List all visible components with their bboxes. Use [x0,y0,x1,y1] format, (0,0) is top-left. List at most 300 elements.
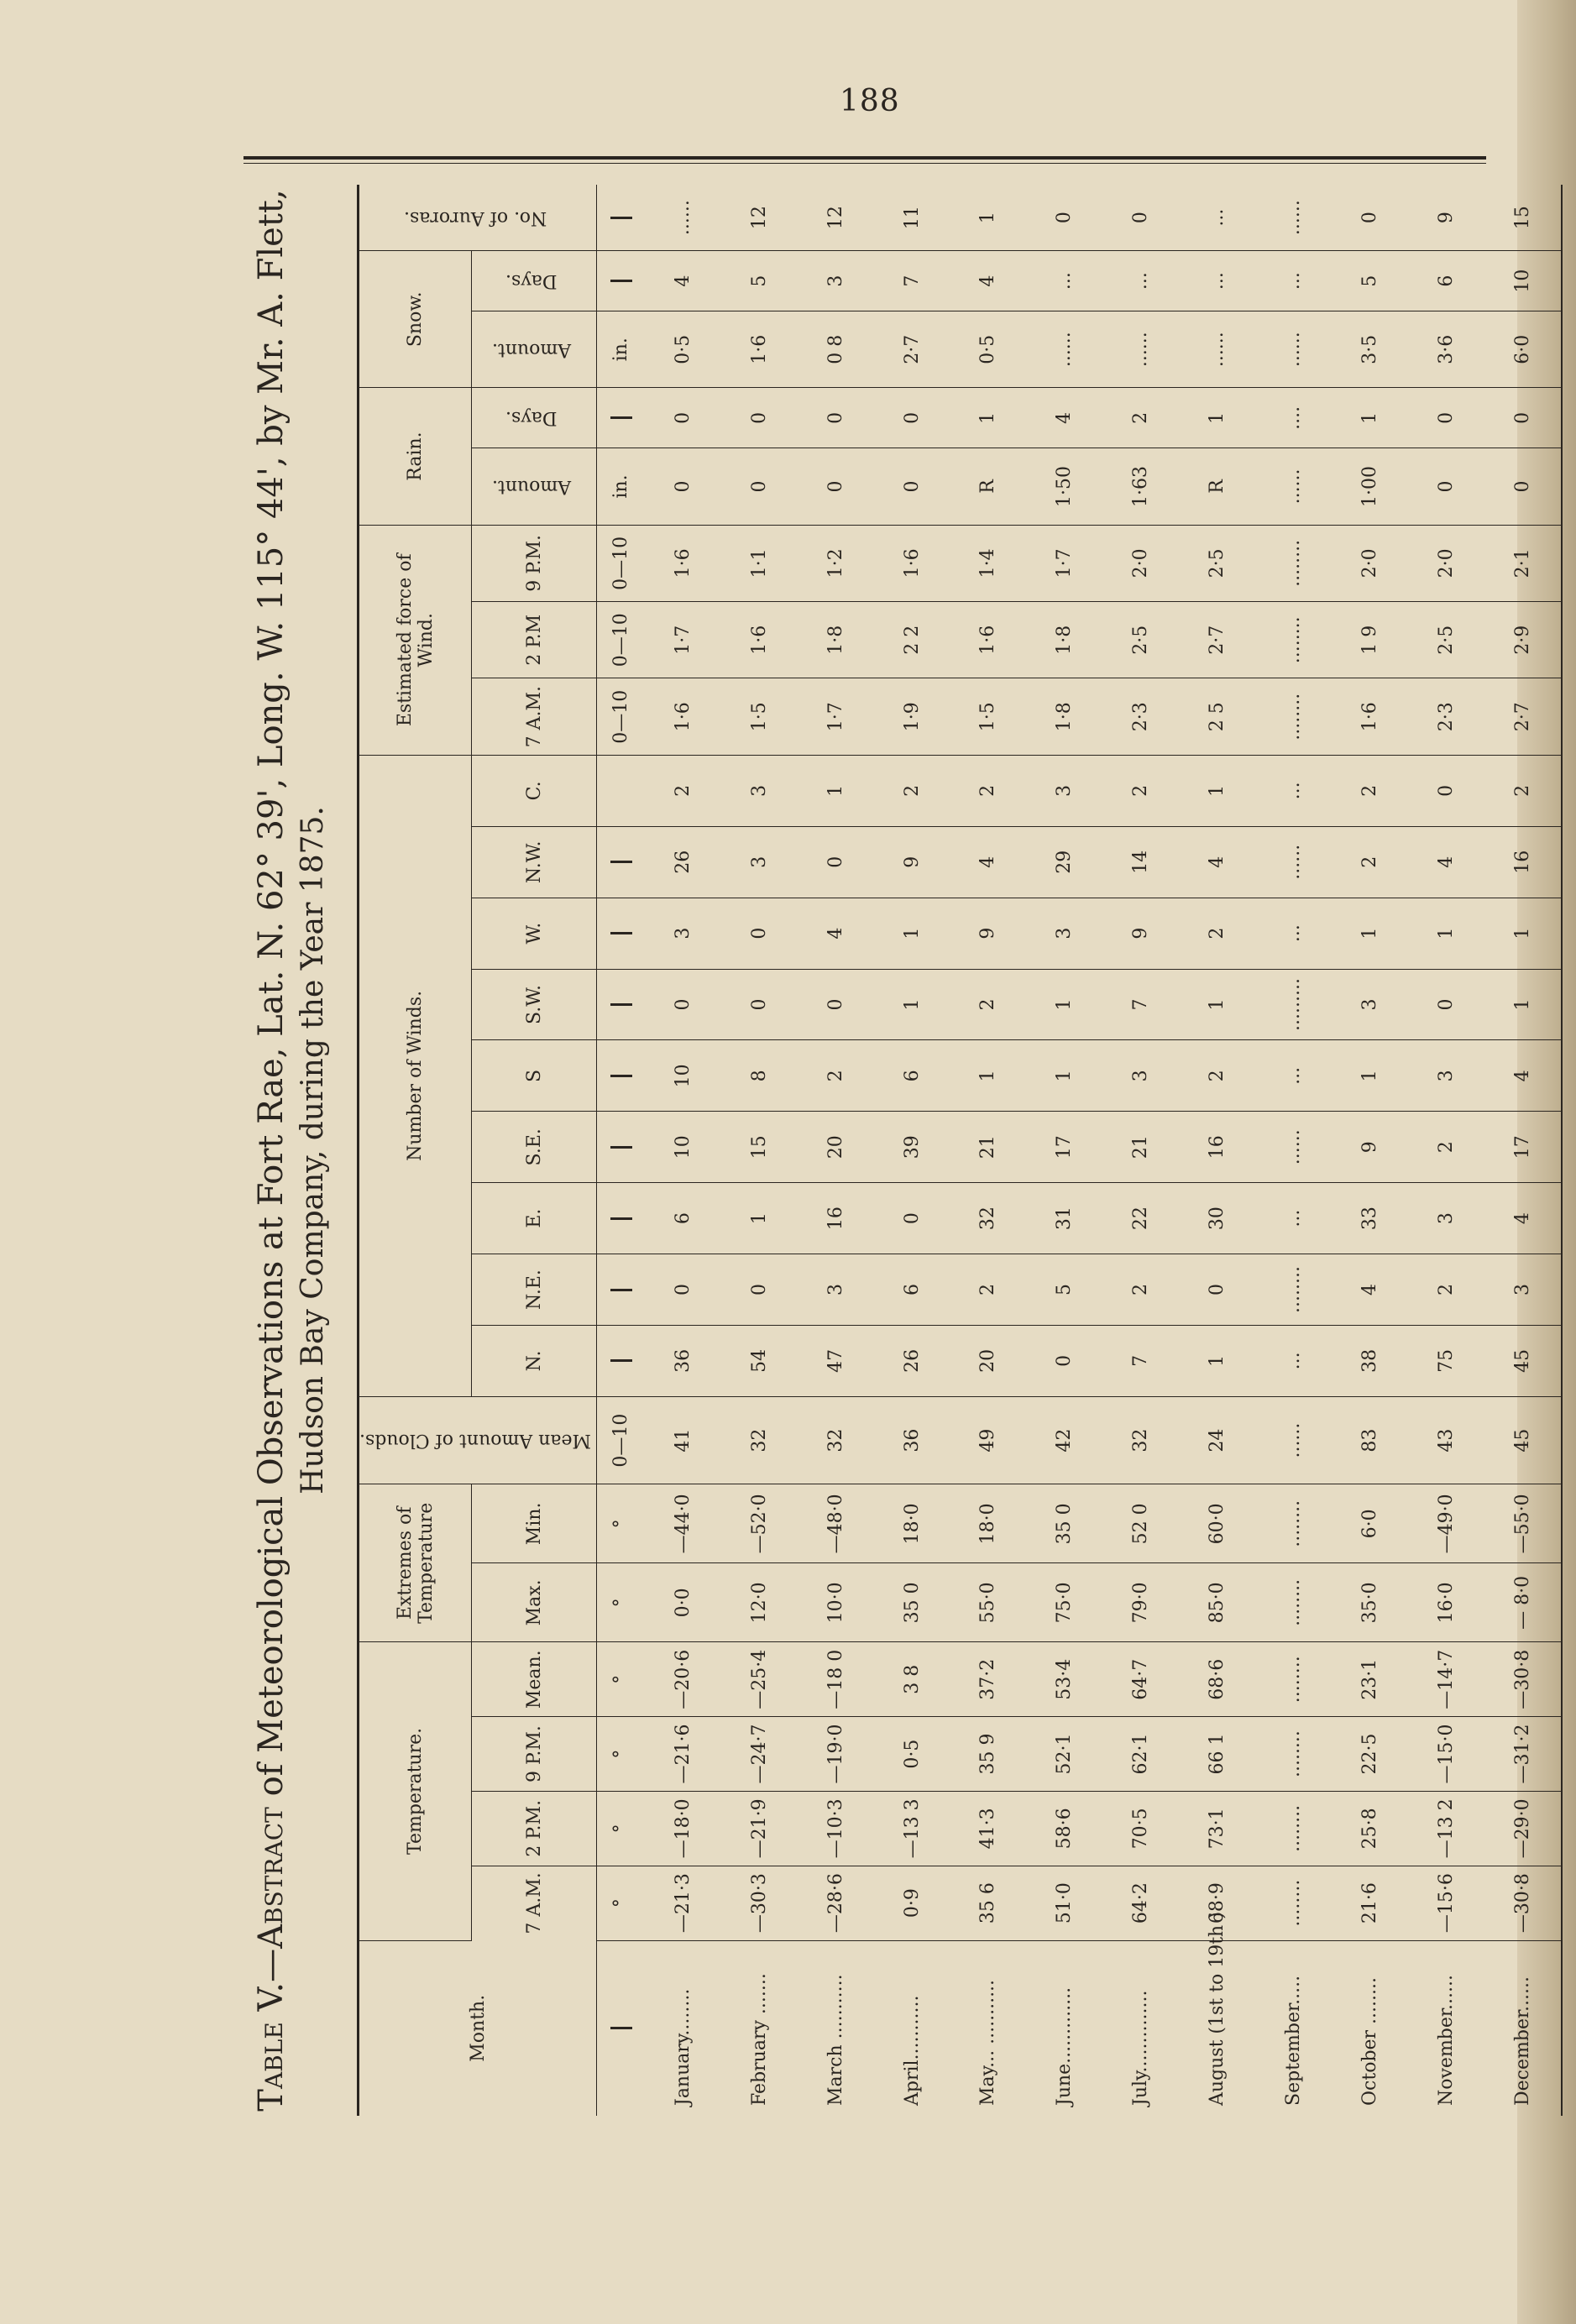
value-cell-w: 4 [798,898,874,969]
value-cell-f7: 2·3 [1102,678,1179,755]
value-cell-t9: 35 9 [950,1717,1026,1792]
value-cell-w: 1 [1332,898,1408,969]
value-cell-w: 3 [645,898,721,969]
value-cell-f2: 1·6 [950,602,1026,678]
value-cell-e: 31 [1026,1183,1102,1254]
extremes-header: Extremes of Temperature [359,1484,472,1642]
unit-cell [597,826,646,898]
value-cell-auroras: 12 [798,185,874,251]
value-cell-t2: ........ [1255,1791,1332,1866]
value-cell-w: ... [1255,898,1332,969]
value-cell-clouds: 43 [1408,1396,1484,1484]
value-cell-min: —44·0 [645,1484,721,1563]
unit-cell [597,1112,646,1183]
value-cell-t7: 21·6 [1332,1866,1408,1940]
month-cell: September..... [1282,1975,1304,2106]
unit-cell: 0—10 [597,602,646,678]
value-cell-c: 0 [1408,755,1484,826]
value-cell-rain-amt: 0 [1408,448,1484,525]
value-cell-c: 1 [798,755,874,826]
unit-cell: ° [597,1866,646,1940]
value-cell-min: ........ [1255,1484,1332,1563]
title-line-1 [252,185,291,2116]
month-cell: December...... [1484,1940,1561,2116]
value-cell-e: ... [1255,1183,1332,1254]
table-row [1332,185,1408,2116]
value-cell-rain-days: 0 [874,388,950,448]
value-cell-rain-amt: 0 [798,448,874,525]
units-row [597,185,646,2116]
top-rule [243,156,1486,164]
value-cell-f9: 1·2 [798,525,874,601]
value-cell-s: 1 [950,1040,1026,1112]
value-cell-sw: 1 [1484,969,1561,1040]
title-rest: of Meteorological Observations at Fort Rae, Lat. N. 62° 39', Long. W. 115° 44', by Mr. A. Flett, [252,189,291,1808]
value-cell-f2: 1 9 [1332,602,1408,678]
unit-cell: 0—10 [597,525,646,601]
wind-s-header: S [472,1040,597,1112]
value-cell-snow-days: 5 [1332,251,1408,311]
unit-cell: ° [597,1563,646,1642]
value-cell-e: 16 [798,1183,874,1254]
value-cell-mean: —30·8 [1484,1642,1561,1717]
value-cell-n: ... [1255,1325,1332,1396]
value-cell-n: 36 [645,1325,721,1396]
value-cell-snow-days: 4 [645,251,721,311]
value-cell-t9: —21·6 [645,1717,721,1792]
value-cell-t7: —28·6 [798,1866,874,1940]
t9-header: 9 P.M. [472,1717,597,1792]
value-cell-t2: —13 3 [874,1791,950,1866]
value-cell-auroras: 0 [1026,185,1102,251]
value-cell-se: 39 [874,1112,950,1183]
value-cell-nw: 14 [1102,826,1179,898]
value-cell-max: 79·0 [1102,1563,1179,1642]
value-cell-f9: 1·6 [645,525,721,601]
value-cell-ne: 0 [1179,1254,1255,1326]
value-cell-snow-amt: 2·7 [874,311,950,387]
value-cell-e: 30 [1179,1183,1255,1254]
page-number: 188 [840,84,900,118]
value-cell-min: 6·0 [1332,1484,1408,1563]
value-cell-rain-days: 1 [1332,388,1408,448]
value-cell-s: 6 [874,1040,950,1112]
value-cell-rain-amt: 0 [1484,448,1561,525]
month-cell: October ........ [1359,1976,1380,2106]
value-cell-max: 35·0 [1332,1563,1408,1642]
value-cell-n: 0 [1026,1325,1102,1396]
wind-c-header: C. [472,755,597,826]
value-cell-c: 2 [1102,755,1179,826]
value-cell-rain-amt: 0 [874,448,950,525]
value-cell-s: 3 [1102,1040,1179,1112]
value-cell-clouds: 36 [874,1396,950,1484]
value-cell-min: 18·0 [874,1484,950,1563]
rain-days-header: Days. [472,388,597,448]
value-cell-nw: 9 [874,826,950,898]
value-cell-f7: 1·5 [721,678,798,755]
mean-header: Mean. [472,1642,597,1717]
value-cell-w: 1 [1484,898,1561,969]
value-cell-t2: —13 2 [1408,1791,1484,1866]
value-cell-rain-days: 1 [950,388,1026,448]
value-cell-se: 21 [1102,1112,1179,1183]
snow-days-header: Days. [472,251,597,311]
value-cell-w: 1 [1408,898,1484,969]
value-cell-max: 55·0 [950,1563,1026,1642]
value-cell-snow-days: ... [1179,251,1255,311]
unit-cell [597,388,646,448]
value-cell-min: —48·0 [798,1484,874,1563]
value-cell-snow-days: 5 [721,251,798,311]
value-cell-s: 2 [1179,1040,1255,1112]
value-cell-ne: 3 [798,1254,874,1326]
unit-cell: in. [597,311,646,387]
value-cell-rain-amt: 1·63 [1102,448,1179,525]
value-cell-se: 9 [1332,1112,1408,1183]
value-cell-t7: —21·3 [645,1866,721,1940]
value-cell-mean: 23·1 [1332,1642,1408,1717]
value-cell-n: 54 [721,1325,798,1396]
value-cell-t2: 41·3 [950,1791,1026,1866]
value-cell-max: — 8·0 [1484,1563,1561,1642]
value-cell-sw: 0 [798,969,874,1040]
value-cell-nw: 29 [1026,826,1102,898]
value-cell-clouds: 83 [1332,1396,1408,1484]
value-cell-f9: ........ [1255,525,1332,601]
value-cell-sw: 1 [1179,969,1255,1040]
value-cell-t9: 66 1 [1179,1717,1255,1792]
value-cell-nw: 2 [1332,826,1408,898]
table-row [1255,185,1332,2116]
value-cell-rain-amt: 0 [721,448,798,525]
value-cell-nw: 3 [721,826,798,898]
value-cell-f2: 2·7 [1179,602,1255,678]
rain-amount-header: Amount. [472,448,597,525]
value-cell-ne: 6 [874,1254,950,1326]
value-cell-nw: 4 [950,826,1026,898]
rain-header: Rain. [359,388,472,525]
value-cell-rain-days: 0 [1408,388,1484,448]
value-cell-e: 6 [645,1183,721,1254]
value-cell-rain-days: 2 [1102,388,1179,448]
wind-nw-header: N.W. [472,826,597,898]
title-line-2: Hudson Bay Company, during the Year 1875. [296,806,330,1494]
value-cell-c: 1 [1179,755,1255,826]
header-row-columns [472,185,597,2116]
value-cell-nw: ...... [1255,826,1332,898]
value-cell-f7: 1·5 [950,678,1026,755]
value-cell-max: 75·0 [1026,1563,1102,1642]
value-cell-rain-days: .... [1255,388,1332,448]
value-cell-f7: 1·8 [1026,678,1102,755]
unit-cell: ° [597,1791,646,1866]
value-cell-mean: —14·7 [1408,1642,1484,1717]
snow-header: Snow. [359,251,472,388]
value-cell-se: 20 [798,1112,874,1183]
value-cell-auroras: ...... [645,185,721,251]
value-cell-rain-days: 0 [645,388,721,448]
value-cell-t9: 52·1 [1026,1717,1102,1792]
value-cell-sw: 2 [950,969,1026,1040]
table-row [1408,185,1484,2116]
value-cell-t9: —19·0 [798,1717,874,1792]
clouds-header: Mean Amount of Clouds. [359,1396,597,1484]
value-cell-t2: 25·8 [1332,1791,1408,1866]
value-cell-f2: 2·5 [1408,602,1484,678]
value-cell-se: 15 [721,1112,798,1183]
value-cell-w: 9 [1102,898,1179,969]
force-9pm-header: 9 P.M. [472,525,597,601]
value-cell-s: 8 [721,1040,798,1112]
title-prefix: Table V.— [252,1948,291,2112]
value-cell-clouds: 49 [950,1396,1026,1484]
value-cell-t9: 0·5 [874,1717,950,1792]
value-cell-snow-amt: 0·5 [950,311,1026,387]
value-cell-e: 33 [1332,1183,1408,1254]
value-cell-rain-days: 0 [1484,388,1561,448]
value-cell-t7: —15·6 [1408,1866,1484,1940]
value-cell-e: 0 [874,1183,950,1254]
value-cell-rain-days: 0 [798,388,874,448]
value-cell-ne: 0 [645,1254,721,1326]
unit-cell [597,1254,646,1326]
value-cell-sw: 1 [1026,969,1102,1040]
force-7am-header: 7 A.M. [472,678,597,755]
value-cell-max: ........ [1255,1563,1332,1642]
value-cell-t7: —30·3 [721,1866,798,1940]
table-body [645,185,1562,2116]
value-cell-f7: 2·7 [1484,678,1561,755]
value-cell-w: 9 [950,898,1026,969]
value-cell-f9: 2·5 [1179,525,1255,601]
value-cell-snow-amt: ...... [1179,311,1255,387]
value-cell-c: 2 [645,755,721,826]
rotated-table-area [252,185,1533,2116]
value-cell-rain-amt: R [950,448,1026,525]
min-header: Min. [472,1484,597,1563]
value-cell-max: 10·0 [798,1563,874,1642]
value-cell-clouds: 32 [798,1396,874,1484]
value-cell-mean: 53·4 [1026,1642,1102,1717]
value-cell-sw: 0 [721,969,798,1040]
value-cell-max: 85·0 [1179,1563,1255,1642]
value-cell-snow-amt: 1·6 [721,311,798,387]
value-cell-auroras: 15 [1484,185,1561,251]
unit-cell: 0—10 [597,678,646,755]
unit-cell [597,185,646,251]
value-cell-e: 32 [950,1183,1026,1254]
t2-header: 2 P.M. [472,1791,597,1866]
unit-cell: ° [597,1484,646,1563]
value-cell-auroras: 9 [1408,185,1484,251]
value-cell-snow-days: 10 [1484,251,1561,311]
value-cell-snow-amt: 6·0 [1484,311,1561,387]
meteorological-table [357,185,1563,2116]
value-cell-clouds: 24 [1179,1396,1255,1484]
value-cell-f7: 1·9 [874,678,950,755]
unit-cell [597,1325,646,1396]
value-cell-f7: 1·7 [798,678,874,755]
value-cell-mean: 64·7 [1102,1642,1179,1717]
value-cell-min: —49·0 [1408,1484,1484,1563]
value-cell-sw: 3 [1332,969,1408,1040]
value-cell-mean: 37·2 [950,1642,1026,1717]
value-cell-w: 3 [1026,898,1102,969]
value-cell-sw: 0 [1408,969,1484,1040]
value-cell-rain-days: 1 [1179,388,1255,448]
table-row [798,185,874,2116]
unit-cell: ° [597,1642,646,1717]
value-cell-rain-amt: 1·00 [1332,448,1408,525]
value-cell-s: ... [1255,1040,1332,1112]
header-row-groups [359,185,472,2116]
wind-sw-header: S.W. [472,969,597,1040]
value-cell-snow-amt: ...... [1102,311,1179,387]
value-cell-s: 1 [1026,1040,1102,1112]
t7-header: 7 A.M. [472,1866,597,1940]
value-cell-t9: 62·1 [1102,1717,1179,1792]
value-cell-se: 21 [950,1112,1026,1183]
value-cell-n: 47 [798,1325,874,1396]
value-cell-nw: 4 [1179,826,1255,898]
value-cell-c: ... [1255,755,1332,826]
value-cell-t2: 58·6 [1026,1791,1102,1866]
value-cell-snow-days: 6 [1408,251,1484,311]
value-cell-e: 4 [1484,1183,1561,1254]
value-cell-ne: 2 [1102,1254,1179,1326]
value-cell-snow-days: ... [1255,251,1332,311]
value-cell-s: 2 [798,1040,874,1112]
table-row [950,185,1026,2116]
value-cell-t7: 68·9 [1179,1866,1255,1940]
month-cell: May... ........... [977,1979,999,2106]
value-cell-se: 10 [645,1112,721,1183]
unit-cell [597,1040,646,1112]
table-row [1026,185,1102,2116]
value-cell-mean: 3 8 [874,1642,950,1717]
value-cell-t7: 64·2 [1102,1866,1179,1940]
value-cell-f7: ........ [1255,678,1332,755]
table-row [1179,185,1255,2116]
value-cell-n: 7 [1102,1325,1179,1396]
value-cell-f2: 2·5 [1102,602,1179,678]
value-cell-snow-amt: 0 8 [798,311,874,387]
value-cell-n: 26 [874,1325,950,1396]
value-cell-t2: 73·1 [1179,1791,1255,1866]
value-cell-f9: 2·0 [1102,525,1179,601]
value-cell-auroras: 11 [874,185,950,251]
unit-cell [597,1183,646,1254]
value-cell-c: 2 [1484,755,1561,826]
value-cell-ne: 2 [1408,1254,1484,1326]
value-cell-snow-amt: ...... [1026,311,1102,387]
value-cell-max: 12·0 [721,1563,798,1642]
value-cell-max: 0·0 [645,1563,721,1642]
value-cell-t2: —21·9 [721,1791,798,1866]
value-cell-auroras: 12 [721,185,798,251]
value-cell-rain-amt: 1·50 [1026,448,1102,525]
value-cell-t9: —31·2 [1484,1717,1561,1792]
value-cell-f9: 1·6 [874,525,950,601]
value-cell-max: 16·0 [1408,1563,1484,1642]
value-cell-ne: 5 [1026,1254,1102,1326]
month-cell: April........... [901,1995,923,2106]
value-cell-t7: 0·9 [874,1866,950,1940]
month-cell: January........ [672,1988,694,2106]
value-cell-w: 2 [1179,898,1255,969]
value-cell-c: 2 [950,755,1026,826]
month-header: Month. [359,1940,597,2116]
force-header: Estimated force of Wind. [359,525,472,755]
table-row [1102,185,1179,2116]
value-cell-c: 3 [1026,755,1102,826]
value-cell-t2: 70·5 [1102,1791,1179,1866]
value-cell-e: 1 [721,1183,798,1254]
value-cell-f9: 1·4 [950,525,1026,601]
value-cell-t9: ........ [1255,1717,1332,1792]
value-cell-ne: 2 [950,1254,1026,1326]
value-cell-rain-days: 4 [1026,388,1102,448]
value-cell-sw: 0 [645,969,721,1040]
value-cell-t2: —18·0 [645,1791,721,1866]
value-cell-auroras: ... [1179,185,1255,251]
value-cell-min: 35 0 [1026,1484,1102,1563]
value-cell-rain-amt: R [1179,448,1255,525]
value-cell-f7: 2 5 [1179,678,1255,755]
value-cell-se: 17 [1026,1112,1102,1183]
value-cell-w: 0 [721,898,798,969]
value-cell-t9: —24·7 [721,1717,798,1792]
unit-cell [597,251,646,311]
value-cell-min: 52 0 [1102,1484,1179,1563]
value-cell-auroras: ...... [1255,185,1332,251]
value-cell-sw: ......... [1255,969,1332,1040]
value-cell-se: ...... [1255,1112,1332,1183]
table-row [721,185,798,2116]
value-cell-f9: 2·0 [1408,525,1484,601]
value-cell-s: 3 [1408,1040,1484,1112]
value-cell-snow-days: ... [1102,251,1179,311]
value-cell-t7: ........ [1255,1866,1332,1940]
unit-cell: ° [597,1717,646,1792]
winds-header: Number of Winds. [359,755,472,1396]
month-cell: February ....... [748,1973,770,2106]
value-cell-sw: 1 [874,969,950,1040]
value-cell-auroras: 0 [1332,185,1408,251]
value-cell-n: 1 [1179,1325,1255,1396]
value-cell-n: 20 [950,1325,1026,1396]
value-cell-clouds: 32 [1102,1396,1179,1484]
value-cell-mean: —18 0 [798,1642,874,1717]
value-cell-f2: 1·7 [645,602,721,678]
value-cell-s: 10 [645,1040,721,1112]
value-cell-ne: 0 [721,1254,798,1326]
value-cell-rain-amt: 0 [645,448,721,525]
value-cell-w: 1 [874,898,950,969]
value-cell-snow-days: 4 [950,251,1026,311]
value-cell-f2: 1·6 [721,602,798,678]
value-cell-t2: —10·3 [798,1791,874,1866]
max-header: Max. [472,1563,597,1642]
value-cell-ne: 3 [1484,1254,1561,1326]
wind-n-header: N. [472,1325,597,1396]
value-cell-rain-days: 0 [721,388,798,448]
value-cell-max: 35 0 [874,1563,950,1642]
value-cell-sw: 7 [1102,969,1179,1040]
unit-cell: 0—10 [597,1396,646,1484]
value-cell-e: 3 [1408,1183,1484,1254]
